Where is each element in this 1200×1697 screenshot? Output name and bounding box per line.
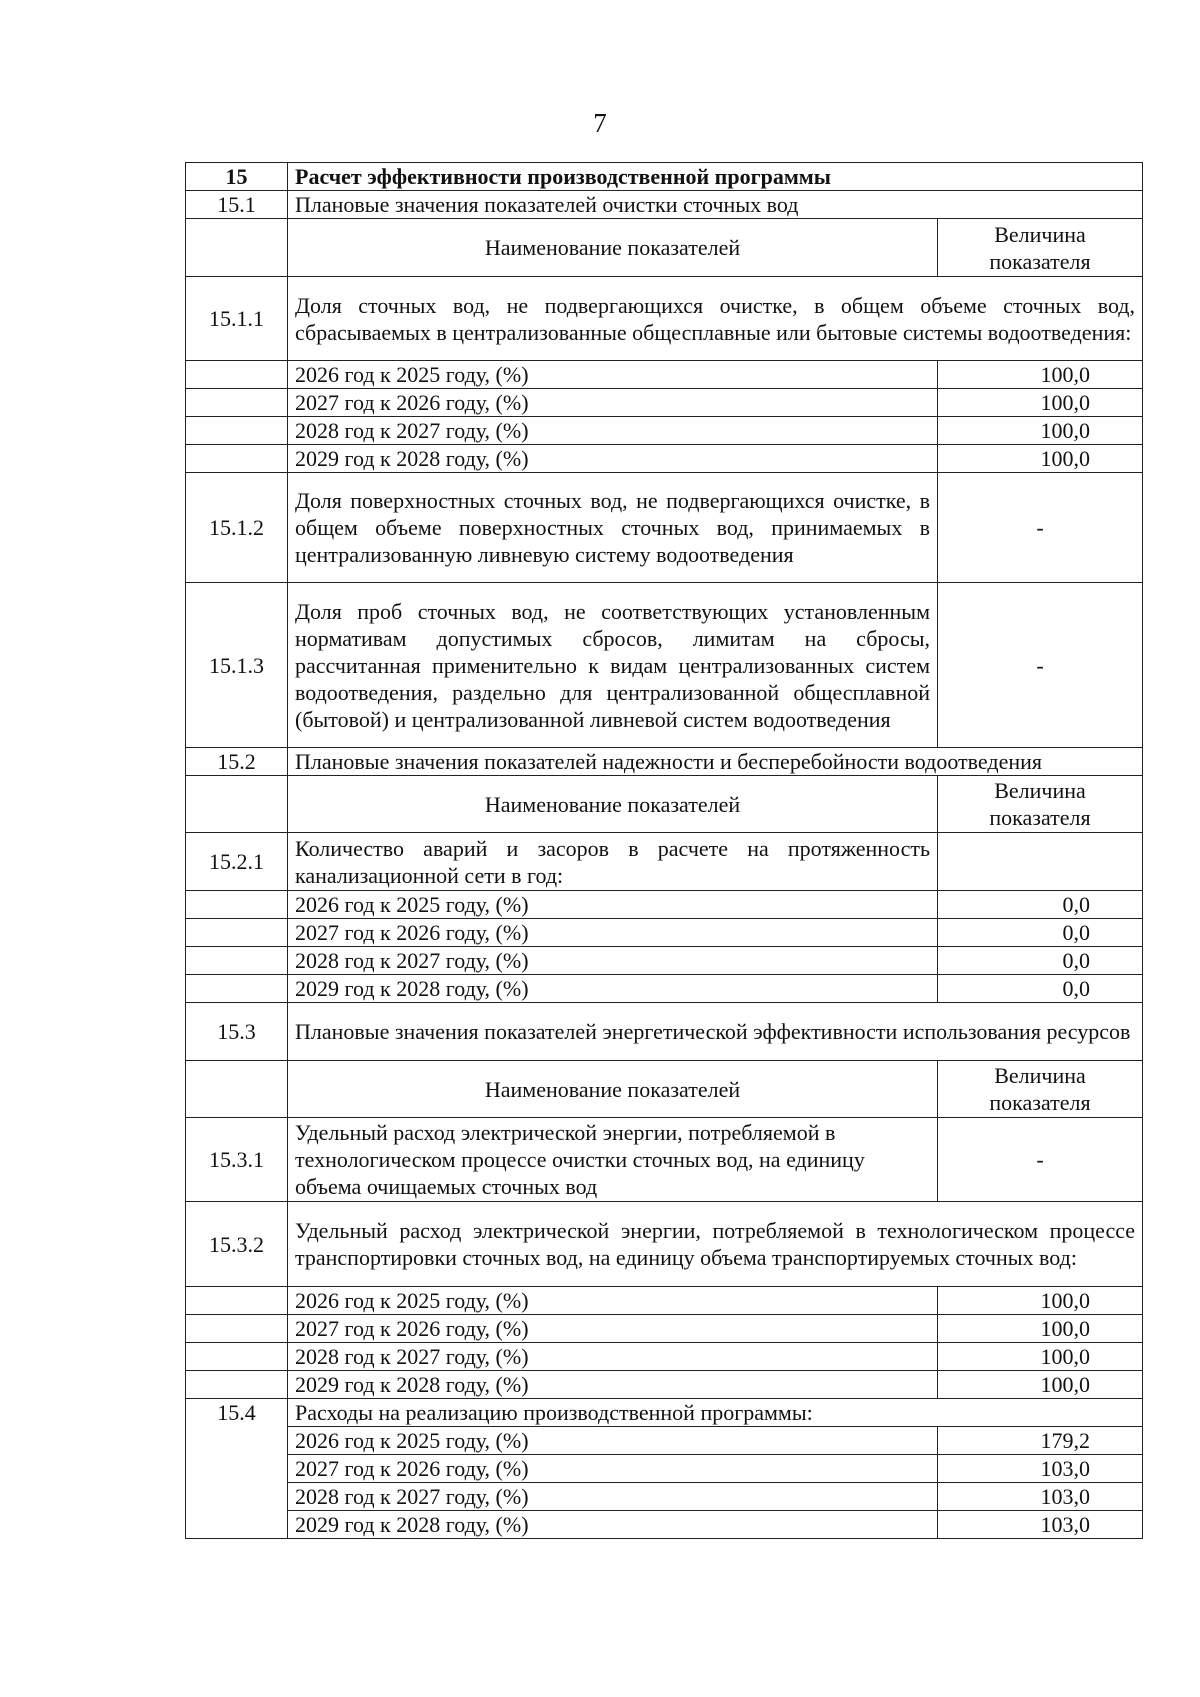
empty-cell — [186, 361, 288, 389]
empty-cell — [186, 1287, 288, 1315]
value-row — [186, 975, 1143, 1003]
value-row — [186, 1343, 1143, 1371]
subsection-title: Расходы на реализацию производственной программы: — [288, 1399, 1143, 1427]
value-text: 0,0 — [1062, 948, 1090, 973]
indicator-text: Доля поверхностных сточных вод, не подвергающихся очистке, в общем объеме поверхностных сточных вод, принимаемых в централизованную ливневую систему водоотведения — [288, 473, 938, 583]
subsection-row — [186, 191, 1143, 219]
value-cell — [938, 417, 1143, 445]
value-text: 100,0 — [1040, 1372, 1090, 1397]
value-row — [186, 445, 1143, 473]
value-row — [186, 1511, 1143, 1539]
empty-cell — [186, 947, 288, 975]
year-label: 2029 год к 2028 году, (%) — [288, 1511, 938, 1539]
value-text: 103,0 — [1040, 1456, 1090, 1481]
header-value: Величина показателя — [938, 776, 1143, 833]
indicator-row — [186, 583, 1143, 748]
year-label: 2029 год к 2028 году, (%) — [288, 445, 938, 473]
empty-cell — [186, 445, 288, 473]
value-text: 100,0 — [1040, 418, 1090, 443]
year-label: 2028 год к 2027 году, (%) — [288, 417, 938, 445]
year-label: 2027 год к 2026 году, (%) — [288, 389, 938, 417]
value-row — [186, 891, 1143, 919]
value-row — [186, 1455, 1143, 1483]
section-title: Расчет эффективности производственной программы — [288, 163, 1143, 191]
header-value: Величина показателя — [938, 1061, 1143, 1118]
value-cell — [938, 919, 1143, 947]
value-cell — [938, 1455, 1143, 1483]
value-text: 100,0 — [1040, 390, 1090, 415]
year-label: 2028 год к 2027 году, (%) — [288, 1483, 938, 1511]
value-row — [186, 1315, 1143, 1343]
empty-cell — [186, 417, 288, 445]
header-row — [186, 1061, 1143, 1118]
value-cell — [938, 1371, 1143, 1399]
subsection-title: Плановые значения показателей надежности и бесперебойности водоотведения — [288, 748, 1143, 776]
value-text: 0,0 — [1062, 976, 1090, 1001]
empty-cell — [186, 219, 288, 277]
efficiency-table — [185, 162, 1143, 1539]
empty-cell — [186, 776, 288, 833]
indicator-number: 15.3.1 — [186, 1118, 288, 1202]
subsection-title: Плановые значения показателей очистки сточных вод — [288, 191, 1143, 219]
value-row — [186, 1287, 1143, 1315]
empty-cell — [186, 1343, 288, 1371]
value-cell — [938, 1511, 1143, 1539]
indicator-text: Доля проб сточных вод, не соответствующих установленным нормативам допустимых сбросов, лимитам на сбросы, рассчитанная применительно к видам централизованных систем водоотведения, раздельно для централизованной общесплавной (бытовой) и централизованной ливневой систем водоотведения — [288, 583, 938, 748]
value-row — [186, 919, 1143, 947]
value-text: 100,0 — [1040, 362, 1090, 387]
indicator-number: 15.3.2 — [186, 1202, 288, 1287]
year-label: 2026 год к 2025 году, (%) — [288, 891, 938, 919]
header-row — [186, 219, 1143, 277]
value-cell — [938, 361, 1143, 389]
value-row — [186, 389, 1143, 417]
subsection-number: 15.3 — [186, 1003, 288, 1061]
indicator-row — [186, 277, 1143, 361]
header-value: Величина показателя — [938, 219, 1143, 277]
indicator-text: Доля сточных вод, не подвергающихся очистке, в общем объеме сточных вод, сбрасываемых в централизованные общесплавные или бытовые системы водоотведения: — [288, 277, 1143, 361]
empty-cell — [186, 919, 288, 947]
value-cell — [938, 947, 1143, 975]
value-row — [186, 947, 1143, 975]
section-number: 15 — [186, 163, 288, 191]
section-row — [186, 163, 1143, 191]
value-row — [186, 361, 1143, 389]
value-dash: - — [938, 473, 1143, 583]
value-dash: - — [938, 1118, 1143, 1202]
indicator-number: 15.1.2 — [186, 473, 288, 583]
value-text: 100,0 — [1040, 1344, 1090, 1369]
value-cell — [938, 445, 1143, 473]
indicator-text: Количество аварий и засоров в расчете на протяженность канализационной сети в год: — [288, 833, 938, 891]
indicator-row — [186, 1202, 1143, 1287]
value-text: 179,2 — [1040, 1428, 1090, 1453]
subsection-row — [186, 1003, 1143, 1061]
value-text: 100,0 — [1040, 1316, 1090, 1341]
empty-cell — [186, 1371, 288, 1399]
year-label: 2026 год к 2025 году, (%) — [288, 361, 938, 389]
empty-cell — [186, 389, 288, 417]
header-name: Наименование показателей — [288, 1061, 938, 1118]
year-label: 2027 год к 2026 году, (%) — [288, 919, 938, 947]
empty-cell — [186, 975, 288, 1003]
value-row — [186, 417, 1143, 445]
value-text: 100,0 — [1040, 1288, 1090, 1313]
indicator-number: 15.2.1 — [186, 833, 288, 891]
year-label: 2026 год к 2025 году, (%) — [288, 1427, 938, 1455]
year-label: 2026 год к 2025 году, (%) — [288, 1287, 938, 1315]
header-name: Наименование показателей — [288, 776, 938, 833]
subsection-title: Плановые значения показателей энергетической эффективности использования ресурсов — [288, 1003, 1143, 1061]
value-cell — [938, 1315, 1143, 1343]
year-label: 2027 год к 2026 году, (%) — [288, 1455, 938, 1483]
indicator-row — [186, 473, 1143, 583]
value-cell — [938, 975, 1143, 1003]
empty-cell — [186, 891, 288, 919]
empty-cell — [186, 1061, 288, 1118]
value-row — [186, 1483, 1143, 1511]
value-cell — [938, 1343, 1143, 1371]
value-text: 0,0 — [1062, 920, 1090, 945]
value-cell — [938, 1287, 1143, 1315]
subsection-number: 15.2 — [186, 748, 288, 776]
value-row — [186, 1371, 1143, 1399]
indicator-text: Удельный расход электрической энергии, потребляемой в технологическом процессе очистки сточных вод, на единицу объема очищаемых сточных вод — [288, 1118, 938, 1202]
value-text: 0,0 — [1062, 892, 1090, 917]
header-name: Наименование показателей — [288, 219, 938, 277]
subsection-row — [186, 748, 1143, 776]
subsection-number: 15.1 — [186, 191, 288, 219]
year-label: 2028 год к 2027 году, (%) — [288, 1343, 938, 1371]
value-cell — [938, 1483, 1143, 1511]
header-row — [186, 776, 1143, 833]
year-label: 2027 год к 2026 году, (%) — [288, 1315, 938, 1343]
year-label: 2028 год к 2027 году, (%) — [288, 947, 938, 975]
value-cell — [938, 891, 1143, 919]
value-row — [186, 1427, 1143, 1455]
subsection-row — [186, 1399, 1143, 1427]
value-text: 100,0 — [1040, 446, 1090, 471]
indicator-text: Удельный расход электрической энергии, потребляемой в технологическом процессе транспортировки сточных вод, на единицу объема транспортируемых сточных вод: — [288, 1202, 1143, 1287]
subsection-number: 15.4 — [186, 1399, 288, 1539]
page-number: 7 — [593, 108, 607, 138]
year-label: 2029 год к 2028 году, (%) — [288, 975, 938, 1003]
indicator-row — [186, 1118, 1143, 1202]
value-cell — [938, 389, 1143, 417]
value-dash: - — [938, 583, 1143, 748]
empty-cell — [186, 1315, 288, 1343]
indicator-number: 15.1.1 — [186, 277, 288, 361]
indicator-number: 15.1.3 — [186, 583, 288, 748]
empty-cell — [938, 833, 1143, 891]
value-text: 103,0 — [1040, 1512, 1090, 1537]
value-cell — [938, 1427, 1143, 1455]
year-label: 2029 год к 2028 году, (%) — [288, 1371, 938, 1399]
value-text: 103,0 — [1040, 1484, 1090, 1509]
indicator-row — [186, 833, 1143, 891]
